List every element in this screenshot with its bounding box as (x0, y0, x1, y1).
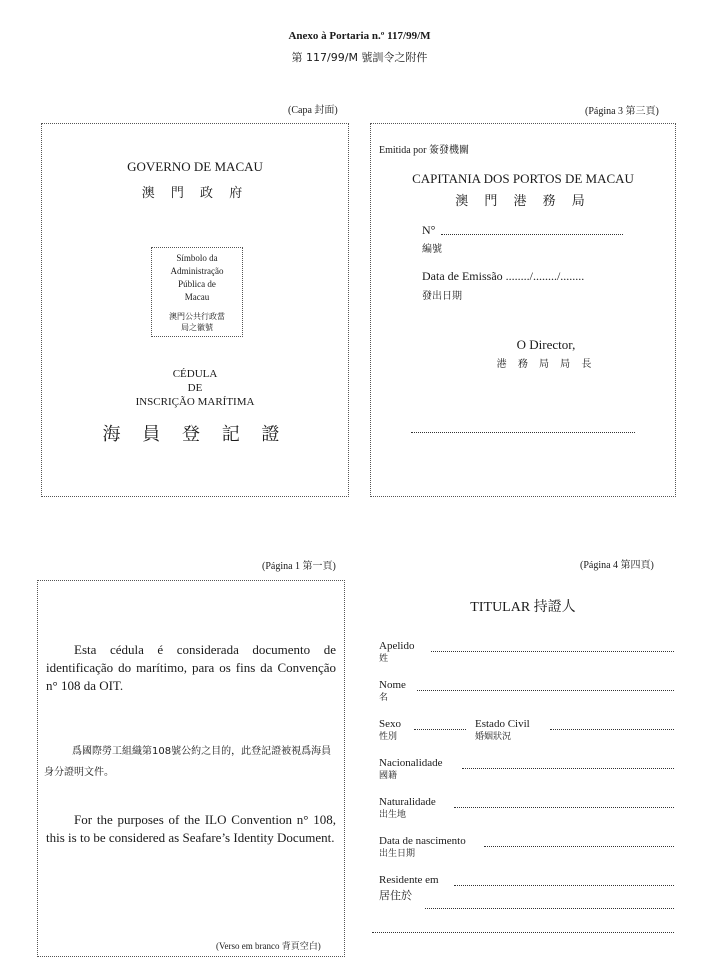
symbol-line: Pública de (178, 279, 216, 289)
apelido-label: Apelido (379, 640, 415, 652)
symbol-line: Macau (184, 292, 210, 302)
cedula-line: INSCRIÇÃO MARÍTIMA (135, 396, 255, 408)
nome-label: Nome (379, 679, 406, 691)
estado-zh: 婚姻狀況 (475, 732, 512, 742)
sexo-label: Sexo (379, 718, 401, 730)
field-apelido (379, 640, 414, 666)
cover-cedula-zh: 海 員 登 記 證 (102, 424, 288, 445)
caption-verso: (Verso em branco 背頁空白) (216, 941, 321, 951)
paragraph-pt: Esta cédula é considerada documento de identificação do marítimo, para os fins da Convenção n° 108 da OIT. (46, 642, 336, 693)
caption-pagina-4: (Página 4 第四頁) (580, 560, 654, 571)
field-nacionalidade (379, 757, 443, 783)
caption-capa: (Capa 封面) (288, 105, 338, 116)
sexo-line (414, 729, 466, 730)
capitania-pt: CAPITANIA DOS PORTOS DE MACAU (412, 171, 634, 186)
document-title-pt: Anexo à Portaria n.º 117/99/M (288, 30, 431, 42)
residente-line (454, 885, 674, 886)
nacionalidade-zh: 國籍 (379, 771, 398, 781)
field-naturalidade (379, 796, 436, 822)
sexo-zh: 性別 (379, 732, 398, 742)
naturalidade-zh: 出生地 (379, 810, 407, 820)
apelido-zh: 姓 (379, 654, 389, 664)
nome-zh: 名 (379, 693, 389, 703)
symbol-zh-line: 局之徽號 (181, 323, 213, 332)
field-nascimento (379, 835, 466, 861)
cedula-line: CÉDULA (172, 368, 218, 380)
symbol-zh-line: 澳門公共行政當 (169, 312, 225, 321)
director-zh: 港 務 局 局 長 (496, 359, 596, 370)
issue-date-label: Data de Emissão ......../......../........ (422, 269, 585, 283)
field-nome (379, 679, 406, 705)
paragraph-zh: 爲國際勞工組織第108號公約之目的，此登記證被視爲海員身分證明文件。 (44, 746, 332, 778)
number-label: N° (422, 223, 436, 237)
caption-pagina-1: (Página 1 第一頁) (262, 561, 336, 572)
estado-line (550, 729, 674, 730)
residente-zh: 居住於 (379, 889, 412, 902)
nacionalidade-label: Nacionalidade (379, 757, 443, 769)
director-pt: O Director, (516, 337, 576, 352)
cover-government-zh: 澳 門 政 府 (141, 186, 249, 201)
cedula-line: DE (187, 382, 203, 394)
field-residente (379, 874, 439, 902)
residente-line-3 (372, 932, 674, 933)
field-estado-civil (475, 718, 530, 744)
titular-heading: TITULAR 持證人 (470, 600, 576, 615)
nascimento-line (484, 846, 674, 847)
residente-label: Residente em (379, 874, 439, 886)
nacionalidade-line (462, 768, 674, 769)
apelido-line (431, 651, 674, 652)
emitida-label: Emitida por 簽發機關 (379, 145, 469, 156)
paragraph-en: For the purposes of the ILO Convention n° 108, this is to be considered as Seafare’s Identity Document. (46, 812, 336, 845)
field-sexo (379, 718, 401, 744)
residente-line-2 (425, 908, 674, 909)
page3-panel (370, 123, 676, 497)
administration-symbol-box (151, 247, 243, 337)
estado-label: Estado Civil (475, 718, 530, 730)
nascimento-zh: 出生日期 (379, 849, 416, 859)
symbol-line: Administração (170, 266, 224, 276)
symbol-line: Símbolo da (176, 253, 218, 263)
document-title-zh: 第 117/99/M 號訓令之附件 (291, 51, 428, 64)
capitania-zh: 澳 門 港 務 局 (455, 194, 591, 209)
signature-line (411, 432, 635, 433)
number-line (441, 234, 623, 235)
nascimento-label: Data de nascimento (379, 835, 466, 847)
nome-line (417, 690, 674, 691)
issue-date-zh: 發出日期 (422, 291, 462, 302)
caption-pagina-3: (Página 3 第三頁) (585, 106, 659, 117)
cover-panel (41, 123, 349, 497)
naturalidade-line (454, 807, 674, 808)
cover-government-pt: GOVERNO DE MACAU (127, 159, 263, 174)
page1-panel (37, 580, 345, 957)
naturalidade-label: Naturalidade (379, 796, 436, 808)
number-zh: 編號 (422, 244, 442, 255)
